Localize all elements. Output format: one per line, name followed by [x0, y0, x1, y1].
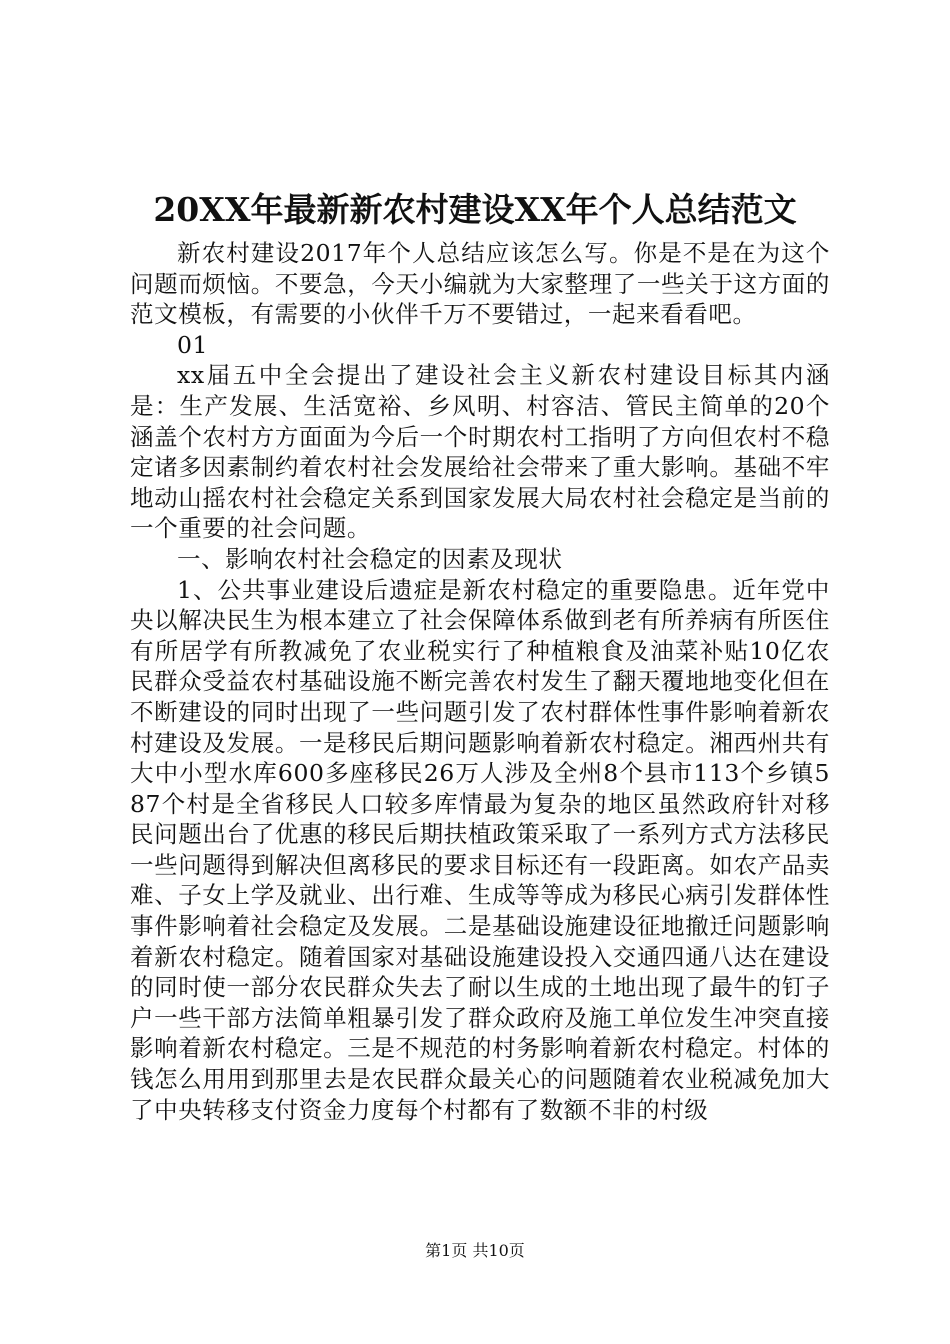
- paragraph-intro: 新农村建设2017年个人总结应该怎么写。你是不是在为这个问题而烦恼。不要急，今天小编就为大家整理了一些关于这方面的范文模板，有需要的小伙伴千万不要错过，一起来看看吧。: [130, 239, 830, 329]
- document-title: 20XX年最新新农村建设XX年个人总结范文: [153, 190, 797, 229]
- section-number: 01: [177, 330, 209, 359]
- page-footer: 第1页 共10页: [425, 1241, 525, 1260]
- paragraph-main: 1、公共事业建设后遗症是新农村稳定的重要隐患。近年党中央以解决民生为根本建立了社会保障体系做到老有所养病有所医住有所居学有所教减免了农业税实行了种植粮食及油菜补贴10亿农民群众受益农村基础设施不断完善农村发生了翻天覆地地变化但在不断建设的同时出现了一些问题引发了农村群体性事件影响着新农村建设及发展。一是移民后期问题影响着新农村稳定。湘西州共有大中小型水库600多座移民26万人涉及全州8个县市113个乡镇587个村是全省移民人口较多库情最为复杂的地区虽然政府针对移民问题出台了优惠的移民后期扶植政策采取了一系列方式方法移民一些问题得到解决但离移民的要求目标还有一段距离。如农产品卖难、子女上学及就业、出行难、生成等等成为移民心病引发群体性事件影响着社会稳定及发展。二是基础设施建设征地撤迁问题影响着新农村稳定。随着国家对基础设施建设投入交通四通八达在建设的同时使一部分农民群众失去了耐以生成的土地出现了最牛的钉子户一些干部方法简单粗暴引发了群众政府及施工单位发生冲突直接影响着新农村稳定。三是不规范的村务影响着新农村稳定。村体的钱怎么用用到那里去是农民群众最关心的问题随着农业税减免加大了中央转移支付资金力度每个村都有了数额不非的村级: [130, 575, 830, 1124]
- section-heading: 一、影响农村社会稳定的因素及现状: [177, 544, 563, 573]
- document-body: [130, 238, 830, 1125]
- paragraph-background: xx届五中全会提出了建设社会主义新农村建设目标其内涵是：生产发展、生活宽裕、乡风明、村容洁、管民主简单的20个涵盖个农村方方面面为今后一个时期农村工指明了方向但农村不稳定诸多因素制约着农村社会发展给社会带来了重大影响。基础不牢地动山摇农村社会稳定关系到国家发展大局农村社会稳定是当前的一个重要的社会问题。: [130, 361, 830, 543]
